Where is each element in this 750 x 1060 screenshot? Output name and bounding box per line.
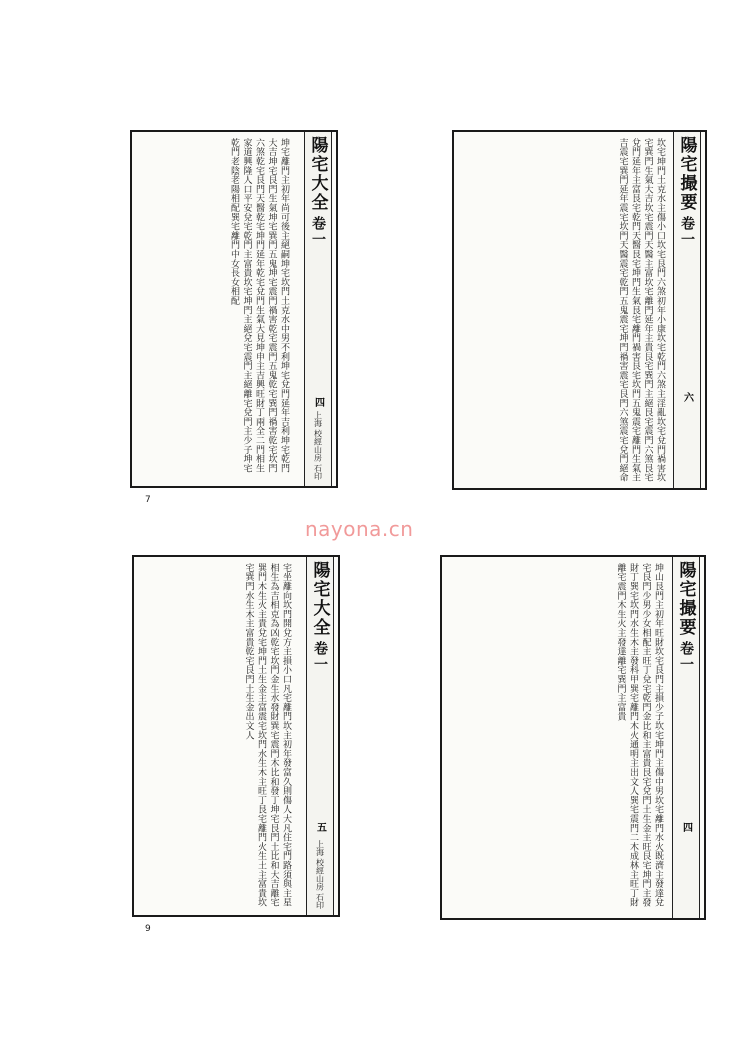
banner-title: 陽宅大全: [309, 561, 330, 637]
banner-title: 陽宅大全: [307, 136, 328, 212]
page-banner: [673, 132, 701, 488]
banner-volume: 卷一: [312, 641, 328, 673]
page-body-text: 坤山艮門主初年旺財坎宅艮門主損少子坎宅坤門主傷中男坎宅離門水火既濟主發達兌宅艮門少男少女相配主旺丁兌宅乾門金比和主富貴艮宅兌門土生金主旺艮宅坤門主發財丁巽宅坎門水生木主發科甲巽宅離門木火通明主出文人巽宅震門二木成林主旺丁財離宅震門木生火主發達離宅巽門主富貴: [615, 563, 663, 908]
banner-mark: 四: [680, 822, 692, 832]
page-banner: [672, 557, 700, 918]
banner-volume: 卷一: [310, 216, 326, 248]
page-bottom-left: [132, 555, 340, 917]
page-banner: [306, 557, 334, 915]
page-banner: [304, 132, 332, 486]
page-bottom-right: [440, 555, 706, 920]
banner-title: 陽宅撮要: [675, 561, 696, 637]
banner-mark: 五: [314, 822, 326, 832]
page-top-right: [452, 130, 707, 490]
banner-publisher: 上海 校經山房 石印: [315, 839, 325, 909]
banner-mark: 六: [681, 392, 693, 402]
page-number: 9: [145, 924, 151, 934]
banner-volume: 卷一: [678, 641, 694, 673]
banner-title: 陽宅撮要: [676, 136, 697, 212]
page-body-text: 宅坐離向坎門開兌方主損小口凡宅離門坎主初年發富久則傷人大凡住宅門路須與主星相生為吉相克為凶乾宅坎門金生水發財巽宅震門木比和發丁坤宅艮門土比和大吉離宅巽門木生火主貴兌宅坤門土生金主富震宅坎門水生木主旺丁艮宅離門火生土主富貴坎宅巽門水生木主富貴乾宅艮門土生金出文人: [243, 563, 291, 908]
page-body-text: 坎宅坤門土克水主傷小口坎宅艮門六煞初年小康坎宅乾門六煞主淫亂坎宅兌門禍害坎宅巽門生氣大吉坎宅震門天醫主富坎宅離門延年主貴艮宅巽門主絕艮宅震門六煞艮宅兌門延年主富艮宅乾門天醫艮宅坤門生氣艮宅離門禍害艮宅坎門五鬼震宅離門生氣主吉震宅巽門延年震宅坎門天醫震宅乾門五鬼震宅坤門禍害震宅艮門六煞震宅兌門絕命: [617, 138, 665, 483]
page-number: 7: [145, 495, 151, 505]
banner-mark: 四: [312, 397, 324, 407]
banner-publisher: 上海 校經山房 石印: [313, 410, 323, 480]
watermark: nayona.cn: [305, 517, 414, 541]
page-body-text: 坤宅離門主初年尚可後主絕嗣坤宅坎門土克水中男不利坤宅兌門延年吉利坤宅乾門大吉坤宅艮門生氣坤宅巽門五鬼坤宅震門禍害乾宅震門五鬼乾宅巽門禍害乾宅坎門六煞乾宅艮門天醫乾宅坤門延年乾宅兌門生氣大見坤申主吉興旺財丁兩全二門相生家道興隆人口平安兌宅乾門主富貴坎宅坤門主絕兌宅震門主絕離宅兌門主少子坤宅乾門老陰老陽相配巽宅離門中女長女相配: [229, 138, 289, 473]
page-top-left: [130, 130, 338, 488]
banner-volume: 卷一: [679, 216, 695, 248]
